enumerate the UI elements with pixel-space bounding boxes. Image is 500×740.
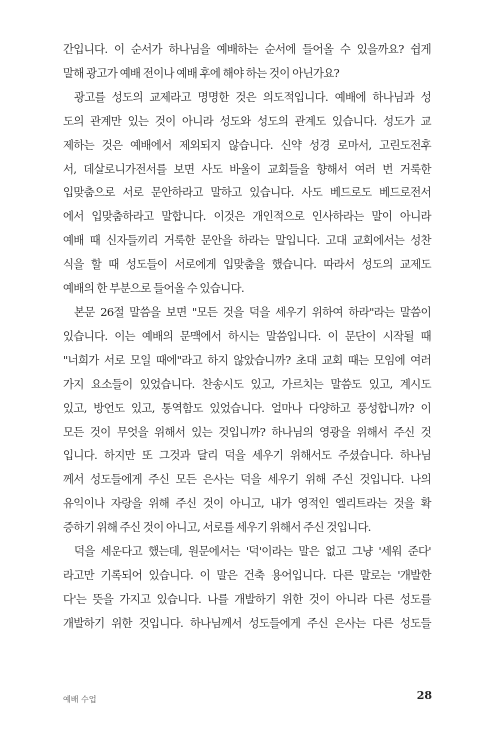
text-line: 입맞춤으로 서로 문안하라고 말하고 있습니다. 사도 베드로도 베드로전서 — [63, 186, 431, 200]
text-line: 제하는 것은 예배에서 제외되지 않습니다. 신약 성경 로마서, 고린도전후 — [63, 138, 431, 152]
text-line: 다'는 뜻을 가지고 있습니다. 나를 개발하기 위한 것이 아니라 다른 성도를 — [63, 592, 431, 606]
text-line: 말해 광고가 예배 전이나 예배 후에 해야 하는 것이 아닌가요? — [63, 66, 340, 80]
text-line: 가지 요소들이 있었습니다. 찬송시도 있고, 가르치는 말씀도 있고, 계시도 — [63, 377, 431, 391]
text-line: "너희가 서로 모일 때에"라고 하지 않았습니까? 초대 교회 때는 모임에 여러 — [63, 353, 431, 367]
text-line: 도의 관계만 있는 것이 아니라 성도와 성도의 관계도 있습니다. 성도가 교 — [63, 114, 431, 128]
text-line: 모든 것이 무엇을 위해서 있는 것입니까? 하나님의 영광을 위해서 주신 것 — [63, 425, 431, 439]
page-body-text — [63, 38, 431, 636]
text-line: 유익이나 자랑을 위해 주신 것이 아니고, 내가 영적인 엘리트라는 것을 확 — [63, 497, 431, 511]
page-number: 28 — [416, 689, 432, 702]
text-line: 있고, 방언도 있고, 통역함도 있었습니다. 얼마나 다양하고 풍성합니까? 이 — [63, 401, 431, 415]
text-line: 서, 데살로니가전서를 보면 사도 바울이 교회들을 향해서 여러 번 거룩한 — [63, 162, 431, 176]
text-line: 있습니다. 이는 예배의 문맥에서 하시는 말씀입니다. 이 문단이 시작될 때 — [63, 329, 431, 343]
text-line: 식을 할 때 성도들이 서로에게 입맞춤을 했습니다. 따라서 성도의 교제도 — [63, 258, 431, 272]
text-line: 광고를 성도의 교제라고 명명한 것은 의도적입니다. 예배에 하나님과 성 — [74, 90, 431, 104]
text-line: 입니다. 하지만 또 그것과 달리 덕을 세우기 위해서도 주셨습니다. 하나님 — [63, 449, 431, 463]
text-line: 에서 입맞춤하라고 말합니다. 이것은 개인적으로 인사하라는 말이 아니라 — [63, 210, 431, 224]
text-line: 예배의 한 부분으로 들어올 수 있습니다. — [63, 282, 245, 296]
running-footer-book-title: 예배 수업 — [63, 695, 97, 704]
text-line: 개발하기 위한 것입니다. 하나님께서 성도들에게 주신 은사는 다른 성도들 — [63, 616, 431, 630]
text-line: 증하기 위해 주신 것이 아니고, 서로를 세우기 위해서 주신 것입니다. — [63, 521, 371, 535]
text-line: 께서 성도들에게 주신 모든 은사는 덕을 세우기 위해 주신 것입니다. 나의 — [63, 473, 431, 487]
text-line: 덕을 세운다고 했는데, 원문에서는 '덕'이라는 말은 없고 그냥 '세워 준다' — [74, 545, 431, 559]
text-line: 라고만 기록되어 있습니다. 이 말은 건축 용어입니다. 다른 말로는 '개발한 — [63, 568, 431, 582]
text-line: 본문 26절 말씀을 보면 "모든 것을 덕을 세우기 위하여 하라"라는 말씀이 — [74, 305, 431, 319]
text-line: 예배 때 신자들끼리 거룩한 문안을 하라는 말입니다. 고대 교회에서는 성찬 — [63, 234, 431, 248]
text-line: 간입니다. 이 순서가 하나님을 예배하는 순서에 들어올 수 있을까요? 쉽게 — [63, 43, 431, 56]
